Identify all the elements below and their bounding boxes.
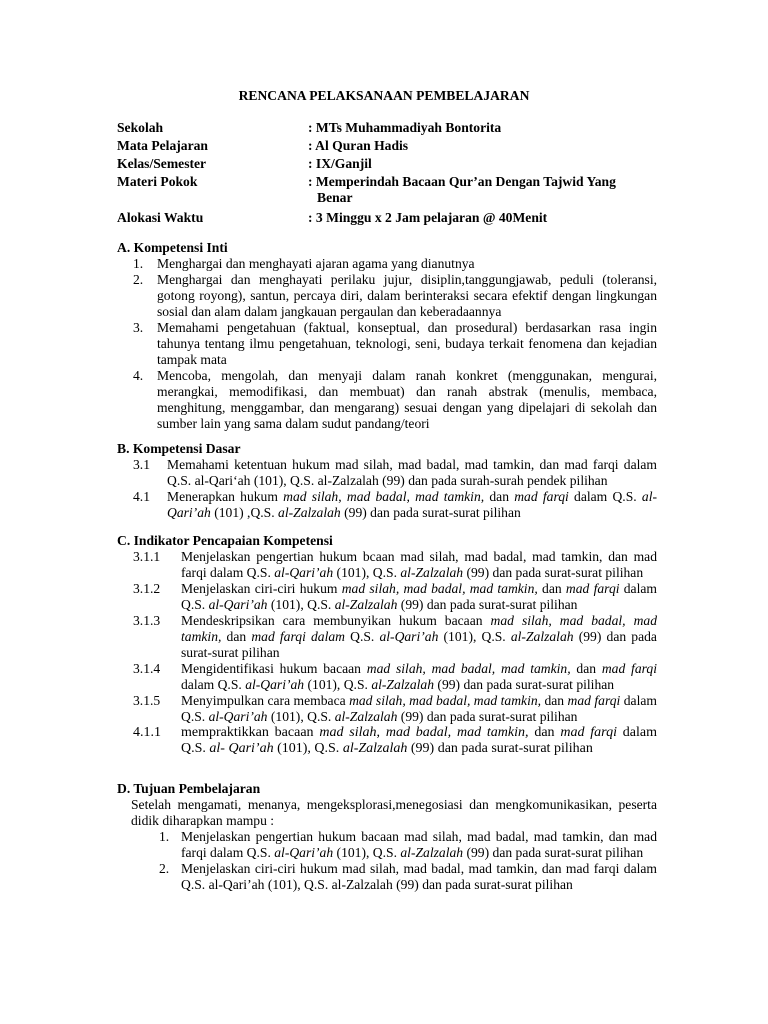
italic-term: al-Qari’ah	[274, 565, 334, 580]
section-tujuan	[117, 781, 657, 893]
item-text	[181, 549, 657, 581]
text-run: Mendeskripsikan cara membunyikan hukum bacaan	[181, 613, 491, 628]
text-run: (99) dan pada surat-surat pilihan	[407, 741, 593, 756]
item-text	[181, 725, 657, 757]
italic-term: al-Zalzalah	[334, 597, 398, 612]
item-number: 4.1.1	[133, 725, 161, 740]
meta-value-line1: : Memperindah Bacaan Qur’an Dengan Tajwid Yang	[308, 174, 616, 189]
text-run: dan	[570, 661, 602, 676]
italic-term: al-Zalzalah	[371, 677, 435, 692]
section-heading: A. Kompetensi Inti	[117, 240, 228, 255]
italic-term: al-Zalzalah	[400, 845, 464, 860]
italic-term: mad silah	[283, 489, 339, 504]
item-text	[181, 661, 657, 693]
meta-row-sekolah	[117, 120, 657, 138]
item-number: 4.1	[133, 489, 150, 504]
meta-label: Alokasi Waktu	[117, 210, 204, 225]
list-item	[117, 272, 657, 320]
text-run: dalam Q.S.	[181, 677, 246, 692]
italic-term: al-Qari’ah	[379, 629, 439, 644]
text-run: Menjelaskan pengertian hukum bcaan mad silah, mad badal, mad tamkin, dan mad farqi dalam Q.S.	[181, 549, 657, 580]
section-heading: C. Indikator Pencapaian Kompetensi	[117, 533, 333, 548]
item-number: 3.1.3	[133, 613, 161, 628]
text-run: ,	[376, 725, 386, 740]
meta-label: Kelas/Semester	[117, 156, 207, 171]
item-text: Menghargai dan menghayati ajaran agama yang dianutnya	[157, 256, 475, 271]
italic-term: mad farqi	[514, 489, 569, 504]
text-run: Q.S.	[344, 629, 380, 644]
text-run: mempraktikkan bacaan	[181, 725, 320, 740]
section-indikator	[117, 533, 657, 757]
section-heading: B. Kompetensi Dasar	[117, 441, 241, 456]
list-item	[117, 320, 657, 368]
text-run: (99) dan pada surat-surat pilihan	[463, 565, 644, 580]
text-run: (99) dan pada surat-surat pilihan	[397, 597, 578, 612]
section-heading: D. Tujuan Pembelajaran	[117, 781, 261, 796]
italic-term: al-Zalzalah	[400, 565, 464, 580]
italic-term: mad badal, mad tamkin,	[385, 725, 529, 740]
italic-term: mad silah, mad badal, mad tamkin,	[366, 661, 571, 676]
meta-value: : 3 Minggu x 2 Jam pelajaran @ 40Menit	[308, 210, 548, 225]
text-run: (99) dan pada surat-surat pilihan	[463, 845, 644, 860]
text-run: dan	[541, 693, 568, 708]
italic-term: mad silah, mad badal, mad tamkin,	[341, 581, 538, 596]
indikator-list	[117, 549, 657, 757]
italic-term: mad farqi dalam	[251, 629, 345, 644]
text-run: Menerapkan hukum	[167, 489, 284, 504]
meta-value: : Al Quran Hadis	[308, 138, 409, 153]
item-text	[181, 829, 657, 861]
item-text	[181, 613, 657, 661]
italic-term: al-Qari’ah	[208, 597, 268, 612]
list-item	[117, 368, 657, 432]
list-item	[117, 457, 657, 489]
list-item	[117, 613, 657, 661]
item-number: 3.1.2	[133, 581, 161, 596]
list-item	[117, 489, 657, 521]
meta-label: Sekolah	[117, 120, 164, 135]
text-run: dan	[484, 489, 515, 504]
text-run: dan	[221, 629, 252, 644]
text-run: Menjelaskan ciri-ciri hukum	[181, 581, 342, 596]
italic-term: al-Zalzalah	[342, 741, 408, 756]
item-number: 4.	[133, 368, 144, 383]
text-run: (101), Q.S.	[333, 565, 401, 580]
meta-row-kelas-semester	[117, 156, 657, 174]
text-run: Menjelaskan pengertian hukum bacaan mad silah, mad badal, mad tamkin, dan mad farqi dalam Q.S.	[181, 829, 657, 860]
section-kompetensi-inti	[117, 240, 657, 432]
list-item	[117, 661, 657, 693]
italic-term: mad silah	[319, 725, 377, 740]
meta-value	[308, 174, 658, 206]
meta-value: : IX/Ganjil	[308, 156, 372, 171]
text-run: (99) dan pada surat-surat pilihan	[340, 505, 521, 520]
text-run: dan	[528, 725, 561, 740]
item-number: 3.1.5	[133, 693, 161, 708]
italic-term: al-Zalzalah	[278, 505, 341, 520]
text-run: dalam Q.S.	[181, 693, 657, 724]
item-number: 3.	[133, 320, 144, 335]
italic-term: al-Zalzalah	[334, 709, 398, 724]
kompetensi-inti-list	[117, 256, 657, 432]
text-run: (101), Q.S.	[438, 629, 511, 644]
meta-label: Mata Pelajaran	[117, 138, 208, 153]
meta-row-materi-pokok	[117, 174, 657, 210]
tujuan-list	[117, 829, 657, 893]
text-run: (101), Q.S.	[267, 709, 335, 724]
italic-term: mad farqi	[567, 693, 621, 708]
meta-label: Materi Pokok	[117, 174, 198, 189]
section-kompetensi-dasar	[117, 441, 657, 521]
text-run: (101) ,Q.S.	[210, 505, 279, 520]
text-run: ,	[338, 489, 347, 504]
italic-term: mad farqi	[560, 725, 617, 740]
meta-row-alokasi-waktu	[117, 210, 657, 228]
item-number: 1.	[159, 829, 170, 844]
text-run: (101), Q.S.	[333, 845, 401, 860]
kompetensi-dasar-list	[117, 457, 657, 521]
text-run: (99) dan pada surat-surat pilihan	[397, 709, 578, 724]
italic-term: mad badal, mad tamkin,	[346, 489, 485, 504]
italic-term: al-Qari’ah	[245, 677, 305, 692]
item-text: Menjelaskan ciri-ciri hukum mad silah, mad badal, mad tamkin, dan mad farqi dalam Q.S. al-Qari’ah (101), Q.S. al-Zalzalah (99) dan pada surat-surat pilihan	[181, 861, 657, 892]
meta-value-line2: Benar	[317, 190, 353, 205]
italic-term: mad silah, mad badal, mad tamkin,	[349, 693, 542, 708]
item-text	[181, 693, 657, 725]
meta-row-mata-pelajaran	[117, 138, 657, 156]
list-item	[117, 256, 657, 272]
item-text	[181, 581, 657, 613]
item-text	[167, 489, 657, 521]
text-run: (101), Q.S.	[267, 597, 335, 612]
italic-term: al-Qari’ah	[167, 489, 657, 520]
list-item	[117, 693, 657, 725]
item-number: 2.	[133, 272, 144, 287]
text-run: Menyimpulkan cara membaca	[181, 693, 350, 708]
italic-term: mad silah, mad badal, mad tamkin,	[181, 613, 657, 644]
text-run: dalam Q.S.	[568, 489, 642, 504]
text-run: (99) dan pada surat-surat pilihan	[434, 677, 615, 692]
list-item	[117, 829, 657, 861]
item-number: 1.	[133, 256, 144, 271]
list-item	[117, 549, 657, 581]
text-run: dalam Q.S.	[181, 725, 658, 756]
item-number: 3.1.4	[133, 661, 161, 676]
italic-term: mad farqi	[565, 581, 620, 596]
text-run: (101), Q.S.	[304, 677, 372, 692]
list-item	[117, 861, 657, 893]
italic-term: al- Qari’ah	[209, 741, 274, 756]
meta-value: : MTs Muhammadiyah Bontorita	[308, 120, 502, 135]
text-run: dan	[537, 581, 566, 596]
item-text: Menghargai dan menghayati perilaku jujur, disiplin,tanggungjawab, peduli (toleransi, gotong royong), santun, percaya diri, dalam berinteraksi secara efektif dengan lingkungan sosial dan alam dalam jangkauan pergaulan dan keberadaannya	[157, 272, 657, 319]
italic-term: mad farqi	[601, 661, 657, 676]
item-text: Memahami ketentuan hukum mad silah, mad badal, mad tamkin, dan mad farqi dalam Q.S. al-Qari‘ah (101), Q.S. al-Zalzalah (99) dan pada surah-surah pendek pilihan	[167, 457, 657, 488]
italic-term: al-Zalzalah	[510, 629, 574, 644]
section-intro: Setelah mengamati, menanya, mengeksplorasi,menegosiasi dan mengkomunikasikan, peserta didik diharapkan mampu :	[131, 797, 657, 828]
item-number: 3.1.1	[133, 549, 161, 564]
list-item	[117, 581, 657, 613]
italic-term: al-Qari’ah	[208, 709, 268, 724]
document-title: RENCANA PELAKSANAAN PEMBELAJARAN	[238, 88, 530, 103]
italic-term: al-Qari’ah	[274, 845, 334, 860]
text-run: (99) dan pada surat-surat pilihan	[181, 629, 657, 660]
identity-table	[117, 120, 657, 228]
item-text: Mencoba, mengolah, dan menyaji dalam ranah konkret (menggunakan, mengurai, merangkai, memodifikasi, dan membuat) dan ranah abstrak (menulis, membaca, menghitung, menggambar, dan mengarang) sesuai dengan yang dipelajari di sekolah dan sumber lain yang sama dalam sudut pandang/teori	[157, 368, 657, 431]
text-run: Mengidentifikasi hukum bacaan	[181, 661, 367, 676]
list-item	[117, 725, 657, 757]
text-run: (101), Q.S.	[273, 741, 343, 756]
item-number: 3.1	[133, 457, 150, 472]
item-text: Memahami pengetahuan (faktual, konseptual, dan prosedural) berdasarkan rasa ingin tahunya tentang ilmu pengetahuan, teknologi, seni, budaya terkait fenomena dan kejadian tampak mata	[157, 320, 657, 367]
item-number: 2.	[159, 861, 170, 876]
text-run: dalam Q.S.	[181, 581, 657, 612]
